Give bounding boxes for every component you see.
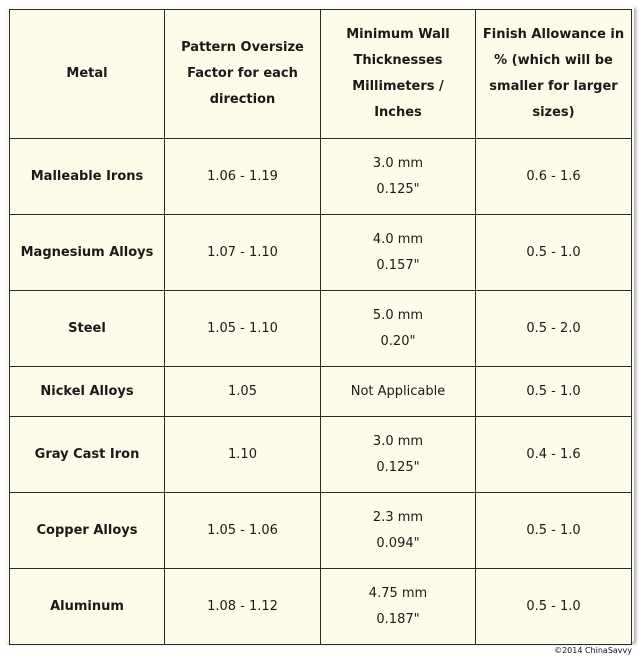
header-minimum-wall: Minimum Wall Thicknesses Millimeters / Inches [321, 10, 476, 139]
wall-cell [321, 291, 476, 367]
wall-in: 0.157" [376, 257, 420, 273]
metal-cell: Malleable Irons [10, 139, 165, 215]
table-row [10, 215, 632, 291]
wall-in: 0.094" [376, 535, 420, 551]
wall-in: 0.125" [376, 181, 420, 197]
table-row [10, 291, 632, 367]
wall-mm: 2.3 mm [372, 509, 424, 525]
table-row [10, 417, 632, 493]
metal-cell: Steel [10, 291, 165, 367]
factor-cell: 1.05 [165, 367, 321, 417]
wall-in: 0.20" [380, 333, 416, 349]
metal-cell: Nickel Alloys [10, 367, 165, 417]
table-row [10, 493, 632, 569]
header-pattern-oversize: Pattern Oversize Factor for each direction [165, 10, 321, 139]
finish-cell: 0.5 - 2.0 [476, 291, 632, 367]
wall-in: 0.187" [376, 611, 420, 627]
copyright-text: ©2014 ChinaSavvy [554, 646, 632, 655]
wall-mm: 4.75 mm [368, 585, 428, 601]
finish-cell: 0.5 - 1.0 [476, 215, 632, 291]
metal-cell: Copper Alloys [10, 493, 165, 569]
metal-cell: Aluminum [10, 569, 165, 645]
metal-cell: Gray Cast Iron [10, 417, 165, 493]
wall-cell: Not Applicable [321, 367, 476, 417]
metal-allowance-table [9, 9, 632, 645]
table-row [10, 367, 632, 417]
header-metal: Metal [10, 10, 165, 139]
factor-cell: 1.05 - 1.10 [165, 291, 321, 367]
wall-cell [321, 569, 476, 645]
metal-cell: Magnesium Alloys [10, 215, 165, 291]
factor-cell: 1.08 - 1.12 [165, 569, 321, 645]
table-row [10, 139, 632, 215]
table-header-row [10, 10, 632, 139]
header-finish-allowance: Finish Allowance in % (which will be smaller for larger sizes) [476, 10, 632, 139]
table-row [10, 569, 632, 645]
wall-cell [321, 493, 476, 569]
factor-cell: 1.10 [165, 417, 321, 493]
finish-cell: 0.5 - 1.0 [476, 493, 632, 569]
factor-cell: 1.05 - 1.06 [165, 493, 321, 569]
finish-cell: 0.6 - 1.6 [476, 139, 632, 215]
wall-mm: 3.0 mm [372, 433, 424, 449]
finish-cell: 0.5 - 1.0 [476, 367, 632, 417]
finish-cell: 0.5 - 1.0 [476, 569, 632, 645]
wall-mm: 5.0 mm [372, 307, 424, 323]
wall-cell [321, 139, 476, 215]
factor-cell: 1.07 - 1.10 [165, 215, 321, 291]
factor-cell: 1.06 - 1.19 [165, 139, 321, 215]
wall-mm: 3.0 mm [372, 155, 424, 171]
wall-cell [321, 215, 476, 291]
wall-mm: 4.0 mm [372, 231, 424, 247]
wall-cell [321, 417, 476, 493]
wall-in: 0.125" [376, 459, 420, 475]
finish-cell: 0.4 - 1.6 [476, 417, 632, 493]
